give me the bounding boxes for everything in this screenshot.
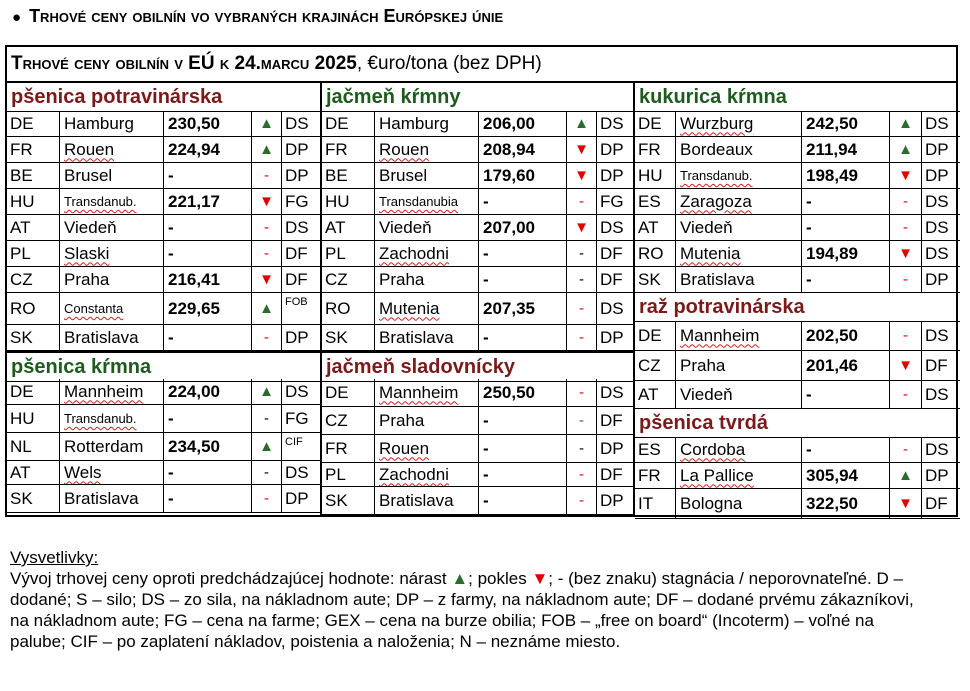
country-code: PL	[10, 243, 31, 263]
price-value: -	[478, 407, 566, 434]
delivery-type: DP	[921, 267, 960, 292]
delivery-type: DF	[281, 241, 320, 266]
country-code: AT	[638, 384, 659, 404]
country-code: ES	[638, 191, 661, 211]
country-code: AT	[638, 217, 659, 237]
country-code: AT	[10, 462, 31, 482]
table-row	[635, 267, 960, 293]
delivery-type: DS	[281, 215, 320, 240]
table-row	[7, 433, 320, 461]
price-value: -	[163, 405, 251, 432]
price-value: 322,50	[801, 489, 889, 518]
country-code: SK	[325, 327, 348, 347]
trend-indicator: -	[251, 215, 281, 240]
up-arrow-icon: ▲	[251, 137, 281, 162]
location-name: Rouen	[374, 137, 478, 162]
location-name: Constanta	[59, 293, 163, 324]
location-name: Mannheim	[374, 379, 478, 406]
price-value: -	[163, 241, 251, 266]
country-code: PL	[325, 464, 346, 484]
delivery-type: DS	[596, 293, 635, 324]
price-value: -	[478, 267, 566, 292]
table-row	[7, 163, 320, 189]
location-name: Bratislava	[374, 487, 478, 514]
delivery-type: DF	[596, 463, 635, 486]
legend	[10, 547, 930, 652]
country-code: NL	[10, 436, 32, 456]
delivery-type: DS	[281, 111, 320, 136]
trend-indicator: -	[889, 321, 921, 350]
delivery-type: DP	[921, 463, 960, 488]
legend-text-post: ; - (bez znaku) stagnácia / neporovnateľné. D – dodané; S – silo; DS – zo sila, na nákladnom aute; DP – z farmy, na nákladnom aute; DF – dodané prvému zákazníkovi, na nákladnom aute; FG – cena na farme; GEX – cena na burze obilia; FOB – „free on board“ (Incoterm) – voľné na palube; CIF – po zaplatení nákladov, poistenia a naloženia; N – neznáme miesto.	[10, 569, 914, 651]
heading-text: Trhové ceny obilnín vo vybraných krajinách Európskej únie	[29, 6, 504, 26]
country-code: FR	[638, 465, 661, 485]
price-value: 230,50	[163, 111, 251, 136]
table-row	[7, 379, 320, 405]
country-code: BE	[10, 165, 33, 185]
country-code: DE	[325, 382, 349, 402]
delivery-type: DP	[596, 163, 635, 188]
table-title-main: Trhové ceny obilnín v EÚ k 24.marcu 2025	[11, 53, 357, 74]
location-name: Wels	[59, 461, 163, 484]
price-value: 202,50	[801, 321, 889, 350]
trend-indicator: -	[889, 267, 921, 292]
price-value: 224,94	[163, 137, 251, 162]
table-row	[322, 241, 635, 267]
location-name: Praha	[675, 351, 801, 380]
price-value: 242,50	[801, 111, 889, 136]
country-code: CZ	[638, 355, 661, 375]
table-row	[7, 293, 320, 325]
price-value: 234,50	[163, 433, 251, 460]
location-name: Bratislava	[374, 325, 478, 350]
table-row	[635, 163, 960, 189]
country-code: PL	[325, 243, 346, 263]
location-name: Mannheim	[59, 379, 163, 404]
up-arrow-icon: ▲	[889, 111, 921, 136]
location-name: La Pallice	[675, 463, 801, 488]
prices-table	[5, 45, 958, 517]
price-value: 216,41	[163, 267, 251, 292]
price-value: -	[478, 189, 566, 214]
down-arrow-icon: ▼	[889, 163, 921, 188]
delivery-type: DP	[596, 325, 635, 350]
country-code: SK	[325, 490, 348, 510]
section-title-jacmen-krmny: jačmeň kŕmny	[322, 83, 635, 112]
delivery-type: DP	[281, 485, 320, 512]
country-code: IT	[638, 493, 654, 513]
legend-title: Vysvetlivky:	[10, 548, 99, 567]
price-value: 250,50	[478, 379, 566, 406]
location-name: Bratislava	[675, 267, 801, 292]
trend-indicator: -	[566, 379, 596, 406]
section-title-psenica-potravinarska: pšenica potravinárska	[7, 83, 320, 112]
country-code: RO	[638, 243, 664, 263]
country-code: FR	[10, 139, 33, 159]
trend-indicator: -	[251, 405, 281, 432]
delivery-type: DS	[921, 189, 960, 214]
table-row	[7, 111, 320, 137]
delivery-type: DF	[281, 267, 320, 292]
table-row	[322, 215, 635, 241]
price-value: -	[163, 325, 251, 350]
location-name: Bratislava	[59, 325, 163, 350]
table-row	[322, 407, 635, 435]
location-name: Viedeň	[675, 381, 801, 408]
country-code: ES	[638, 439, 661, 459]
down-arrow-icon: ▼	[251, 189, 281, 214]
price-value: -	[478, 487, 566, 514]
down-arrow-icon: ▼	[531, 569, 549, 588]
price-value: 224,00	[163, 379, 251, 404]
section-title-jacmen-sladovnicky: jačmeň sladovnícky	[322, 351, 635, 382]
price-value: 229,65	[163, 293, 251, 324]
delivery-type: FOB	[281, 293, 320, 324]
up-arrow-icon: ▲	[889, 137, 921, 162]
delivery-type: DP	[596, 435, 635, 462]
delivery-type: DP	[281, 137, 320, 162]
location-name: Rouen	[374, 435, 478, 462]
price-value: 211,94	[801, 137, 889, 162]
location-name: Mutenia	[675, 241, 801, 266]
country-code: RO	[10, 298, 36, 318]
trend-indicator: -	[566, 267, 596, 292]
price-value: -	[478, 435, 566, 462]
price-value: -	[163, 215, 251, 240]
trend-indicator: -	[566, 241, 596, 266]
location-name: Slaski	[59, 241, 163, 266]
location-name: Zaragoza	[675, 189, 801, 214]
trend-indicator: -	[566, 487, 596, 514]
location-name: Praha	[374, 407, 478, 434]
location-name: Viedeň	[374, 215, 478, 240]
country-code: BE	[325, 165, 348, 185]
trend-indicator: -	[566, 293, 596, 324]
table-row	[322, 463, 635, 487]
location-name: Transdanub.	[675, 163, 801, 188]
up-arrow-icon: ▲	[251, 379, 281, 404]
table-row	[635, 463, 960, 489]
country-code: CZ	[10, 269, 33, 289]
price-value: -	[801, 189, 889, 214]
country-code: CZ	[325, 269, 348, 289]
country-code: CZ	[325, 410, 348, 430]
delivery-type: DS	[281, 379, 320, 404]
table-row	[322, 379, 635, 407]
table-row	[322, 293, 635, 325]
up-arrow-icon: ▲	[251, 111, 281, 136]
price-value: 201,46	[801, 351, 889, 380]
price-value: -	[478, 241, 566, 266]
country-code: AT	[325, 217, 346, 237]
table-row	[7, 405, 320, 433]
down-arrow-icon: ▼	[251, 267, 281, 292]
table-row	[7, 189, 320, 215]
table-row	[322, 325, 635, 351]
location-name: Viedeň	[675, 215, 801, 240]
table-row	[322, 111, 635, 137]
price-value: -	[478, 463, 566, 486]
section-title-raz-potravinarska: raž potravinárska	[635, 293, 960, 322]
delivery-type: DF	[596, 241, 635, 266]
delivery-type: DS	[281, 461, 320, 484]
column-2	[320, 83, 635, 515]
location-name: Rouen	[59, 137, 163, 162]
country-code: FR	[325, 139, 348, 159]
section-title-kukurica-krmna: kukurica kŕmna	[635, 83, 960, 112]
location-name: Hamburg	[59, 111, 163, 136]
location-name: Transdanub.	[59, 405, 163, 432]
country-code: HU	[638, 165, 663, 185]
table-row	[7, 325, 320, 351]
section-title-psenica-tvrda: pšenica tvrdá	[635, 409, 960, 438]
down-arrow-icon: ▼	[889, 241, 921, 266]
delivery-type: DS	[921, 321, 960, 350]
location-name: Wurzburg	[675, 111, 801, 136]
column-3	[633, 83, 960, 515]
country-code: SK	[10, 488, 33, 508]
down-arrow-icon: ▼	[566, 137, 596, 162]
up-arrow-icon: ▲	[251, 293, 281, 324]
delivery-type: DP	[596, 137, 635, 162]
table-title-unit: , €uro/tona (bez DPH)	[356, 53, 542, 74]
page-heading	[12, 6, 503, 27]
location-name: Mutenia	[374, 293, 478, 324]
country-code: AT	[10, 217, 31, 237]
location-name: Bordeaux	[675, 137, 801, 162]
table-row	[7, 137, 320, 163]
delivery-type: DF	[596, 267, 635, 292]
delivery-type: DP	[281, 325, 320, 350]
trend-indicator: -	[566, 189, 596, 214]
country-code: HU	[10, 408, 35, 428]
price-value: 221,17	[163, 189, 251, 214]
location-name: Cordoba	[675, 437, 801, 462]
delivery-type: DS	[921, 215, 960, 240]
delivery-type: DS	[596, 215, 635, 240]
table-row	[635, 351, 960, 381]
delivery-type: FG	[281, 405, 320, 432]
country-code: SK	[638, 269, 661, 289]
country-code: HU	[325, 191, 350, 211]
trend-indicator: -	[566, 435, 596, 462]
down-arrow-icon: ▼	[566, 215, 596, 240]
trend-indicator: -	[566, 325, 596, 350]
price-value: -	[801, 215, 889, 240]
table-row	[635, 321, 960, 351]
table-row	[7, 485, 320, 513]
location-name: Transdanubia	[374, 189, 478, 214]
delivery-type: DF	[596, 407, 635, 434]
table-row	[635, 489, 960, 519]
trend-indicator: -	[889, 437, 921, 462]
country-code: SK	[10, 327, 33, 347]
delivery-type: DP	[921, 137, 960, 162]
country-code: RO	[325, 298, 351, 318]
up-arrow-icon: ▲	[566, 111, 596, 136]
legend-text-mid: ; pokles	[468, 569, 532, 588]
trend-indicator: -	[251, 461, 281, 484]
up-arrow-icon: ▲	[889, 463, 921, 488]
price-value: 206,00	[478, 111, 566, 136]
location-name: Mannheim	[675, 321, 801, 350]
delivery-type: DP	[281, 163, 320, 188]
delivery-type: DS	[596, 111, 635, 136]
trend-indicator: -	[889, 381, 921, 408]
bullet-icon: ●	[12, 9, 22, 26]
location-name: Bologna	[675, 489, 801, 518]
country-code: DE	[10, 381, 34, 401]
trend-indicator: -	[251, 241, 281, 266]
trend-indicator: -	[889, 189, 921, 214]
delivery-type: CIF	[281, 433, 320, 460]
country-code: DE	[325, 113, 349, 133]
country-code: FR	[325, 438, 348, 458]
location-name: Viedeň	[59, 215, 163, 240]
location-name: Praha	[59, 267, 163, 292]
price-value: -	[801, 267, 889, 292]
table-row	[635, 381, 960, 409]
price-value: 305,94	[801, 463, 889, 488]
table-row	[322, 267, 635, 293]
table-row	[322, 163, 635, 189]
up-arrow-icon: ▲	[251, 433, 281, 460]
down-arrow-icon: ▼	[889, 489, 921, 518]
price-value: -	[163, 461, 251, 484]
legend-text-pre: Vývoj trhovej ceny oproti predchádzajúcej hodnote: nárast	[10, 569, 452, 588]
price-value: -	[801, 437, 889, 462]
location-name: Praha	[374, 267, 478, 292]
table-row	[322, 189, 635, 215]
table-row	[635, 111, 960, 137]
legend-text	[10, 568, 930, 652]
price-value: -	[801, 381, 889, 408]
column-1	[7, 83, 320, 515]
trend-indicator: -	[251, 325, 281, 350]
table-row	[7, 215, 320, 241]
price-value: 207,00	[478, 215, 566, 240]
table-row	[635, 189, 960, 215]
country-code: HU	[10, 191, 35, 211]
delivery-type: DP	[921, 163, 960, 188]
table-row	[322, 487, 635, 515]
location-name: Bratislava	[59, 485, 163, 512]
trend-indicator: -	[251, 163, 281, 188]
price-value: 198,49	[801, 163, 889, 188]
table-row	[322, 137, 635, 163]
location-name: Brusel	[59, 163, 163, 188]
country-code: DE	[638, 113, 662, 133]
trend-indicator: -	[566, 407, 596, 434]
price-value: -	[478, 325, 566, 350]
price-value: 194,89	[801, 241, 889, 266]
delivery-type: FG	[281, 189, 320, 214]
delivery-type: DS	[921, 241, 960, 266]
price-value: -	[163, 485, 251, 512]
table-row	[7, 461, 320, 485]
down-arrow-icon: ▼	[566, 163, 596, 188]
delivery-type: DP	[596, 487, 635, 514]
trend-indicator: -	[566, 463, 596, 486]
table-row	[635, 137, 960, 163]
delivery-type: DS	[921, 437, 960, 462]
delivery-type: FG	[596, 189, 635, 214]
trend-indicator: -	[251, 485, 281, 512]
location-name: Brusel	[374, 163, 478, 188]
table-title	[7, 47, 956, 83]
down-arrow-icon: ▼	[889, 351, 921, 380]
trend-indicator: -	[889, 215, 921, 240]
location-name: Zachodni	[374, 241, 478, 266]
country-code: FR	[638, 139, 661, 159]
up-arrow-icon: ▲	[451, 569, 469, 588]
price-value: 208,94	[478, 137, 566, 162]
section-title-psenica-krmna: pšenica kŕmna	[7, 351, 320, 382]
location-name: Rotterdam	[59, 433, 163, 460]
price-value: 179,60	[478, 163, 566, 188]
delivery-type: DS	[921, 111, 960, 136]
price-value: 207,35	[478, 293, 566, 324]
table-row	[635, 437, 960, 463]
location-name: Transdanub.	[59, 189, 163, 214]
delivery-type: DS	[596, 379, 635, 406]
table-row	[7, 241, 320, 267]
location-name: Hamburg	[374, 111, 478, 136]
table-row	[322, 435, 635, 463]
table-row	[635, 241, 960, 267]
country-code: DE	[10, 113, 34, 133]
country-code: DE	[638, 325, 662, 345]
delivery-type: DF	[921, 489, 960, 518]
delivery-type: DS	[921, 381, 960, 408]
table-row	[7, 267, 320, 293]
location-name: Zachodni	[374, 463, 478, 486]
price-value: -	[163, 163, 251, 188]
delivery-type: DF	[921, 351, 960, 380]
table-row	[635, 215, 960, 241]
